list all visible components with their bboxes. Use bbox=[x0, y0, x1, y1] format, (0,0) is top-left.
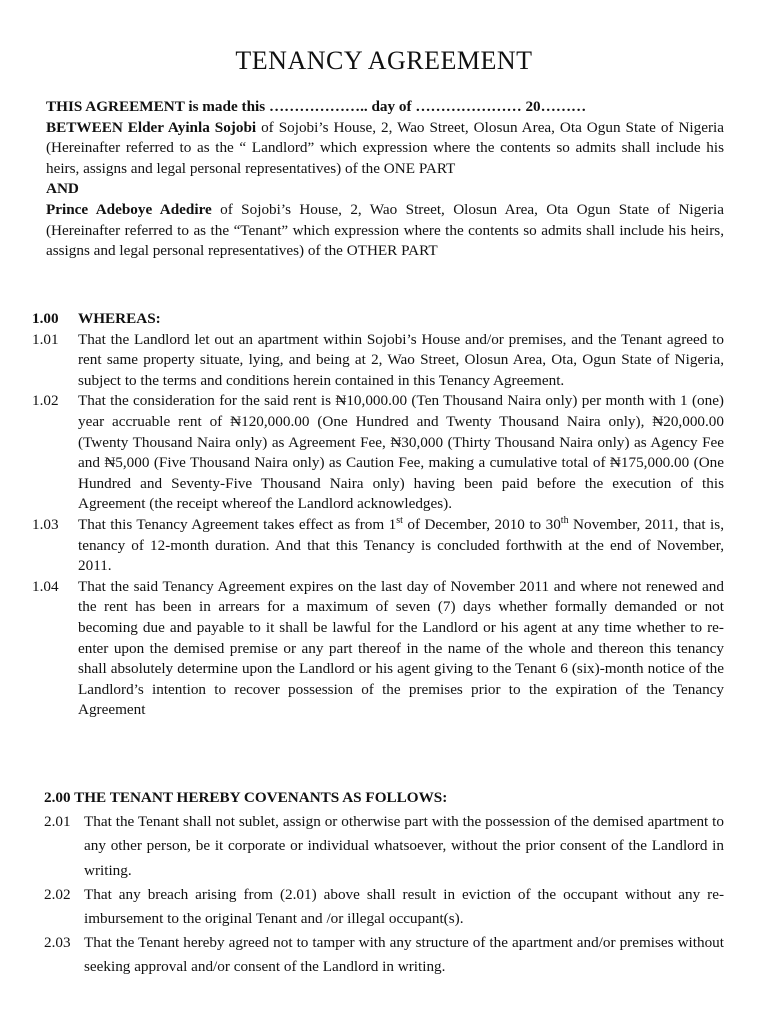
clause-2-03 bbox=[44, 931, 724, 979]
clause-text: That the consideration for the said rent is ₦10,000.00 (Ten Thousand Naira only) per month with 1 (one) year accruable rent of ₦120,000.00 (One Hundred and Twenty Thousand Naira only), ₦20,000.00 (Twenty Thousand Naira only) as Agreement Fee, ₦30,000 (Thirty Thousand Naira only) as Agency Fee and ₦5,000 (Five Thousand Naira only) as Caution Fee, making a cumulative total of ₦175,000.00 (One Hundred and Seventy-Five Thousand Naira only) having been paid before the execution of this Agreement (the receipt whereof the Landlord acknowledges). bbox=[78, 392, 724, 513]
ordinal-suffix: th bbox=[560, 514, 569, 526]
agreement-date-line: THIS AGREEMENT is made this ……………….. day of ………………… 20……… bbox=[46, 98, 587, 115]
landlord-details: of Sojobi’s House, 2, Wao Street, Olosun Area, Ota Ogun State of Nigeria (Hereinafter referred to as the “ Landlord” which expression where the contents so admits shall include his heirs, assigns and legal personal representatives) of the ONE PART bbox=[46, 118, 724, 177]
clause-2-01 bbox=[44, 810, 724, 883]
section-whereas bbox=[32, 309, 724, 721]
tenant-paragraph bbox=[46, 200, 724, 262]
clause-1-03 bbox=[32, 515, 724, 577]
clause-text-part: That this Tenancy Agreement takes effect as from 1 bbox=[78, 515, 397, 533]
clause-1-04 bbox=[32, 577, 724, 721]
tenant-details: of Sojobi’s House, 2, Wao Street, Olosun Area, Ota Ogun State of Nigeria (Hereinafter referred to as the “Tenant” which expression where the contents so admits shall include his heirs, assigns and legal personal representatives) of the OTHER PART bbox=[46, 200, 724, 260]
document-title: TENANCY AGREEMENT bbox=[235, 46, 533, 75]
section-1-number: 1.00 bbox=[32, 310, 59, 327]
clause-number: 1.01 bbox=[32, 330, 59, 348]
landlord-name: BETWEEN Elder Ayinla Sojobi bbox=[46, 118, 257, 136]
section-1-heading bbox=[32, 309, 724, 330]
clause-text-part: November, 2011, that is, tenancy of 12-month duration. And that this Tenancy is concluded forthwith at the end of November, 2011. bbox=[78, 515, 724, 575]
clause-number: 1.02 bbox=[32, 392, 59, 410]
clause-text: That the said Tenancy Agreement expires on the last day of November 2011 and where not renewed and the rent has been in arrears for a maximum of seven (7) days whether formally demanded or not becoming due and payable to it shall be lawful for the Landlord or his agent at any time whether to re-enter upon the demised premise or any part thereof in the name of the whole and thereon this tenancy shall absolutely determine upon the Landlord or his agent giving to the Tenant 6 (six)-month notice of the Landlord’s intention to recover possession of the premises prior to the expiration of the Tenancy Agreement bbox=[78, 577, 724, 719]
clause-text-part: of December, 2010 to 30 bbox=[402, 515, 561, 533]
and-label: AND bbox=[46, 180, 79, 198]
clause-text: That any breach arising from (2.01) above shall result in eviction of the occupant without any re-imbursement to the original Tenant and /or illegal occupant(s). bbox=[84, 885, 724, 928]
clause-1-01 bbox=[32, 330, 724, 392]
section-2-heading: 2.00 THE TENANT HEREBY COVENANTS AS FOLLOWS: bbox=[44, 789, 448, 806]
preamble bbox=[46, 97, 724, 262]
clause-2-02 bbox=[44, 883, 724, 931]
tenant-name: Prince Adeboye Adedire bbox=[46, 200, 212, 218]
ordinal-suffix: st bbox=[396, 514, 403, 526]
clause-number: 1.03 bbox=[32, 515, 59, 533]
clause-text: That the Landlord let out an apartment within Sojobi’s House and/or premises, and the Tenant agreed to rent same property situate, lying, and being at 2, Wao Street, Olosun Area, Ota, Ogun State of Nigeria, subject to the terms and conditions herein contained in this Tenancy Agreement. bbox=[78, 330, 724, 389]
clause-number: 2.01 bbox=[44, 813, 71, 831]
clause-number: 2.02 bbox=[44, 885, 71, 903]
clause-number: 2.03 bbox=[44, 934, 71, 952]
clause-text: That the Tenant shall not sublet, assign or otherwise part with the possession of the demised apartment to any other person, be it corporate or individual whatsoever, without the prior consent of the Landlord in writing. bbox=[84, 813, 724, 879]
clause-text: That the Tenant hereby agreed not to tamper with any structure of the apartment and/or premises without seeking approval and/or consent of the Landlord in writing. bbox=[84, 934, 724, 976]
section-covenants bbox=[44, 786, 724, 980]
landlord-paragraph bbox=[46, 118, 724, 180]
clause-1-02 bbox=[32, 391, 724, 515]
section-1-title: WHEREAS: bbox=[78, 310, 161, 327]
clause-text bbox=[78, 515, 724, 577]
clause-number: 1.04 bbox=[32, 577, 59, 595]
